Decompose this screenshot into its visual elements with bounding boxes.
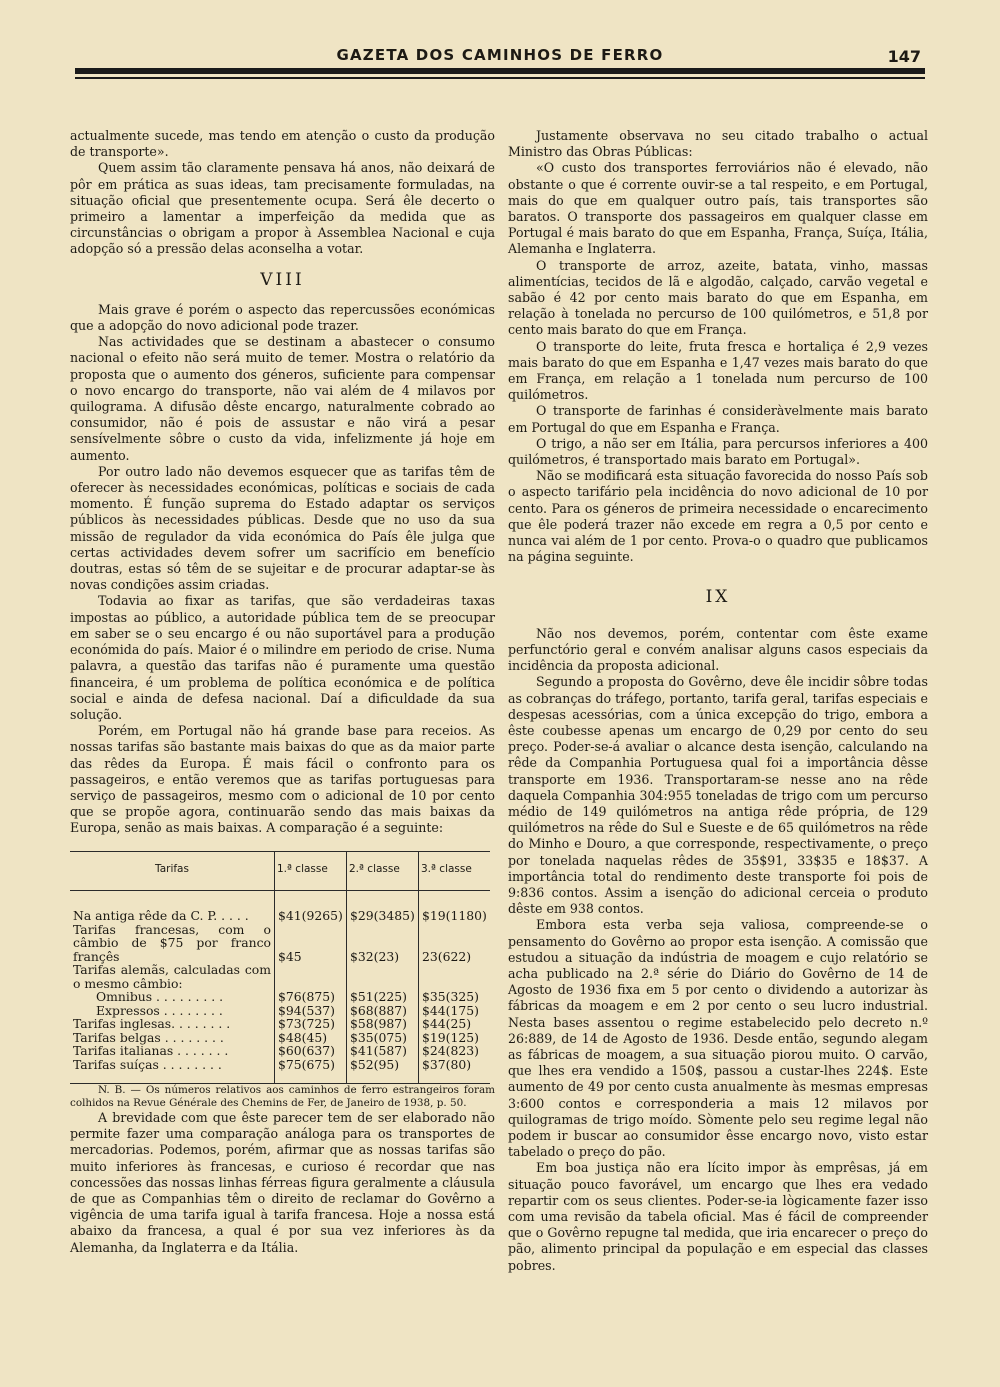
table-row [70, 1044, 490, 1058]
table-cell: $41(587) [347, 1044, 419, 1058]
table-row [70, 909, 490, 923]
table-cell: $41(9265) [275, 909, 347, 923]
left-column [70, 128, 495, 1256]
table-cell: 23(622) [419, 923, 491, 964]
table-cell: Tarifas alemãs, calculadas com o mesmo câmbio: [73, 962, 271, 991]
paragraph: Em boa justiça não era lícito impor às emprêsas, já em situação pouco favorável, um encargo que lhes era vedado repartir com os seus clientes. Poder-se-ia lògicamente fazer isso com uma revisão da tabela oficial. Mas é fácil de compreender que o Govêrno repugne tal medida, que iria encarecer o preço do pão, alimento principal da população e em especial das classes pobres. [508, 1160, 928, 1273]
page-number: 147 [887, 47, 921, 66]
table-cell: $19(125) [419, 1031, 491, 1045]
table-cell: $32(23) [347, 923, 419, 964]
paragraph: Quem assim tão claramente pensava há anos, não deixará de pôr em prática as suas ideas, tam precisamente formuladas, na situação oficial que presentemente ocupa. Será êle decerto o primeiro a lamentar a imperfeição da medida que as circunstâncias o obrigam a propor à Assemblea Nacional e cuja adopção só a pressão delas aconselha a votar. [70, 160, 495, 257]
paragraph: O trigo, a não ser em Itália, para percursos inferiores a 400 quilómetros, é transportado mais barato em Portugal». [508, 435, 928, 468]
table-row [70, 1031, 490, 1045]
table-cell: $19(1180) [419, 909, 491, 923]
table-cell: $45 [275, 923, 347, 964]
paragraph: Por outro lado não devemos esquecer que as tarifas têm de oferecer às necessidades económicas, políticas e sociais de cada momento. É função suprema do Estado adaptar os serviços públicos às necessidades públicas. Desde que no uso da sua missão de regulador da vida económica do País êle julga que certas actividades devem sofrer um sacrifício em benefício doutras, estas só têm de se sujeitar e de procurar adaptar-se às novas condições assim criadas. [70, 463, 495, 593]
section-heading-viii: VIII [260, 269, 305, 290]
paragraph: Não nos devemos, porém, contentar com êste exame perfunctório geral e convém analisar alguns casos especiais da incidência da proposta adicional. [508, 625, 928, 674]
table-cell: $37(80) [419, 1058, 491, 1084]
table-cell: Tarifas italianas . . . . . . . [73, 1043, 229, 1059]
table-cell: $44(175) [419, 1004, 491, 1018]
table-cell [419, 963, 491, 990]
table-cell: $44(25) [419, 1017, 491, 1031]
table-cell: $73(725) [275, 1017, 347, 1031]
table-cell: $35(325) [419, 990, 491, 1004]
table-cell: Expressos . . . . . . . . [96, 1002, 223, 1018]
table-cell: Tarifas francesas, com o câmbio de $75 por franco françês [73, 921, 271, 964]
table-cell: Na antiga rêde da C. P. . . . . [73, 908, 249, 924]
table-row [70, 1004, 490, 1018]
paragraph: «O custo dos transportes ferroviários não é elevado, não obstante o que é corrente ouvir-se a tal respeito, e em Portugal, mais do que em qualquer outro país, tais transportes são baratos. O transporte dos passageiros em qualquer classe em Portugal é mais barato do que em Espanha, França, Suíça, Itália, Alemanha e Inglaterra. [508, 160, 928, 257]
paragraph: O transporte do leite, fruta fresca e hortaliça é 2,9 vezes mais barato do que em Espanha e 1,47 vezes mais barato do que em França, em relação a 1 tonelada num percurso de 100 quilómetros. [508, 338, 928, 403]
table-row [70, 963, 490, 990]
paragraph: Mais grave é porém o aspecto das repercussões económicas que a adopção do novo adicional pode trazer. [70, 301, 495, 334]
table-cell [347, 963, 419, 990]
table-header: 3.ª classe [419, 851, 491, 891]
header-rule-thin [75, 77, 925, 79]
table-cell: $24(823) [419, 1044, 491, 1058]
paragraph: Nas actividades que se destinam a abastecer o consumo nacional o efeito não será muito de temer. Mostra o relatório da proposta que o aumento dos géneros, suficiente para compensar o novo encargo do transporte, não vai além de 4 milavos por quilograma. A difusão dêste encargo, naturalmente cobrado ao consumidor, não é pois de assustar e não virá a pesar sensívelmente sôbre o custo da vida, infelizmente já hoje em aumento. [70, 334, 495, 463]
paragraph: actualmente sucede, mas tendo em atenção o custo da produção de transporte». [70, 128, 495, 160]
table-cell: $75(675) [275, 1058, 347, 1084]
paragraph: Segundo a proposta do Govêrno, deve êle incidir sôbre todas as cobranças do tráfego, portanto, tarifa geral, tarifas especiais e despesas acessórias, com a única excepção do trigo, embora a êste coubesse apenas um encargo de 0,29 por cento do seu preço. Poder-se-á avaliar o alcance desta isenção, calculando na rêde da Companhia Portuguesa qual foi a importância dêsse transporte em 1936. Transportaram-se nesse ano na rêde daquela Companhia 304:955 toneladas de trigo com um percurso médio de 149 quilómetros na antiga rêde própria, de 129 quilómetros na rêde do Sul e Sueste e de 65 quilómetros na rêde do Minho e Douro, a que corresponde, respectivamente, o preço por tonelada naquelas rêdes de 35$91, 33$35 e 18$37. A importância total do rendimento deste transporte foi pois de 9:836 contos. Assim a isenção do adicional cerceia o produto dêste em 938 contos. [508, 674, 928, 917]
table-footnote: N. B. — Os números relativos aos caminhos de ferro estrangeiros foram colhidos na Revue Générale des Chemins de Fer, de Janeiro de 1938, p. 50. [70, 1084, 495, 1110]
table-cell: Tarifas belgas . . . . . . . . [73, 1029, 224, 1045]
paragraph: Embora esta verba seja valiosa, compreende-se o pensamento do Govêrno ao propor esta isenção. A comissão que estudou a situação da indústria de moagem e cujo relatório se acha publicado na 2.ª série do Diário do Govêrno de 14 de Agosto de 1936 fixa em 5 por cento o dividendo a autorizar às fábricas da moagem e em 2 por cento o seu lucro industrial. Nesta bases assentou o regime estabelecido pelo decreto n.º 26:889, de 14 de Agosto de 1936. Desde então, segundo alegam as fábricas de moagem, a sua situação piorou muito. O carvão, que lhes era vendido a 150$, passou a custar-lhes 224$. Este aumento de 49 por cento custa anualmente às mesmas empresas 3:600 contos e corresponderia a mais 12 milavos por quilogramas de trigo moído. Sòmente pelo seu regime legal não podem ir buscar ao consumidor êsse encargo novo, visto estar tabelado o preço do pão. [508, 917, 928, 1160]
table-cell: $94(537) [275, 1004, 347, 1018]
table-row [70, 923, 490, 964]
table-cell [275, 963, 347, 990]
table-cell: $51(225) [347, 990, 419, 1004]
paragraph: A brevidade com que êste parecer tem de ser elaborado não permite fazer uma comparação análoga para os transportes de mercadorias. Podemos, porém, afirmar que as nossas tarifas são muito inferiores às francesas, e curioso é recordar que nas concessões das nossas linhas férreas figura geralmente a cláusula de que as Companhias têm o direito de reclamar do Govêrno a vigência de uma tarifa igual à tarifa francesa. Hoje a nossa está abaixo da francesa, a qual é por sua vez inferiores às da Alemanha, da Inglaterra e da Itália. [70, 1110, 495, 1255]
paragraph: O transporte de farinhas é consideràvelmente mais barato em Portugal do que em Espanha e França. [508, 403, 928, 435]
table-header: Tarifas [70, 851, 275, 891]
table-cell: $68(887) [347, 1004, 419, 1018]
table-header: 2.ª classe [347, 851, 419, 891]
table-cell: $35(075) [347, 1031, 419, 1045]
table-cell: $76(875) [275, 990, 347, 1004]
table-row [70, 1017, 490, 1031]
table-cell: $48(45) [275, 1031, 347, 1045]
paragraph: Não se modificará esta situação favorecida do nosso País sob o aspecto tarifário pela incidência do novo adicional de 10 por cento. Para os géneros de primeira necessidade o encarecimento que êle poderá trazer não excede em regra a 0,5 por cento e nunca vai além de 1 por cento. Prova-o o quadro que publicamos na página seguinte. [508, 468, 928, 565]
table-header-row [70, 851, 490, 891]
table-cell: $60(637) [275, 1044, 347, 1058]
table-cell: $52(95) [347, 1058, 419, 1084]
table-cell: $58(987) [347, 1017, 419, 1031]
paragraph: O transporte de arroz, azeite, batata, vinho, massas alimentícias, tecidos de lã e algodão, calçado, carvão vegetal e sabão é 42 por cento mais barato do que em Espanha, em relação à tonelada no percurso de 100 quilómetros, e 51,8 por cento mais barato do que em França. [508, 257, 928, 338]
table-cell: Tarifas suíças . . . . . . . . [73, 1056, 222, 1072]
tariff-comparison-table [70, 851, 490, 1085]
page-header [75, 44, 925, 88]
table-cell: Omnibus . . . . . . . . . [96, 989, 224, 1005]
table-row [70, 1058, 490, 1084]
paragraph: Justamente observava no seu citado trabalho o actual Ministro das Obras Públicas: [508, 128, 928, 160]
paragraph: Todavia ao fixar as tarifas, que são verdadeiras taxas impostas ao público, a autoridade pública tem de se preocupar em saber se o seu encargo é ou não suportável para a produção económida do país. Maior é o milindre em periodo de crise. Numa palavra, a questão das tarifas não é puramente uma questão financeira, é um problema de política económica e de política social e ainda de defesa nacional. Daí a dificuldade da sua solução. [70, 593, 495, 722]
table-cell: $29(3485) [347, 909, 419, 923]
right-column [508, 128, 928, 1274]
table-row [70, 990, 490, 1004]
journal-title: GAZETA DOS CAMINHOS DE FERRO [336, 46, 664, 64]
table-header: 1.ª classe [275, 851, 347, 891]
header-rule-thick [75, 68, 925, 74]
paragraph: Porém, em Portugal não há grande base para receios. As nossas tarifas são bastante mais baixas do que as da maior parte das rêdes da Europa. É mais fácil o confronto para os passageiros, e então veremos que as tarifas portuguesas para serviço de passageiros, mesmo com o adicional de 10 por cento que se propõe agora, continuarão sendo das mais baixas da Europa, senão as mais baixas. A comparação é a seguinte: [70, 723, 495, 836]
table-cell: Tarifas inglesas. . . . . . . . [73, 1016, 231, 1032]
section-heading-ix: IX [705, 587, 731, 608]
